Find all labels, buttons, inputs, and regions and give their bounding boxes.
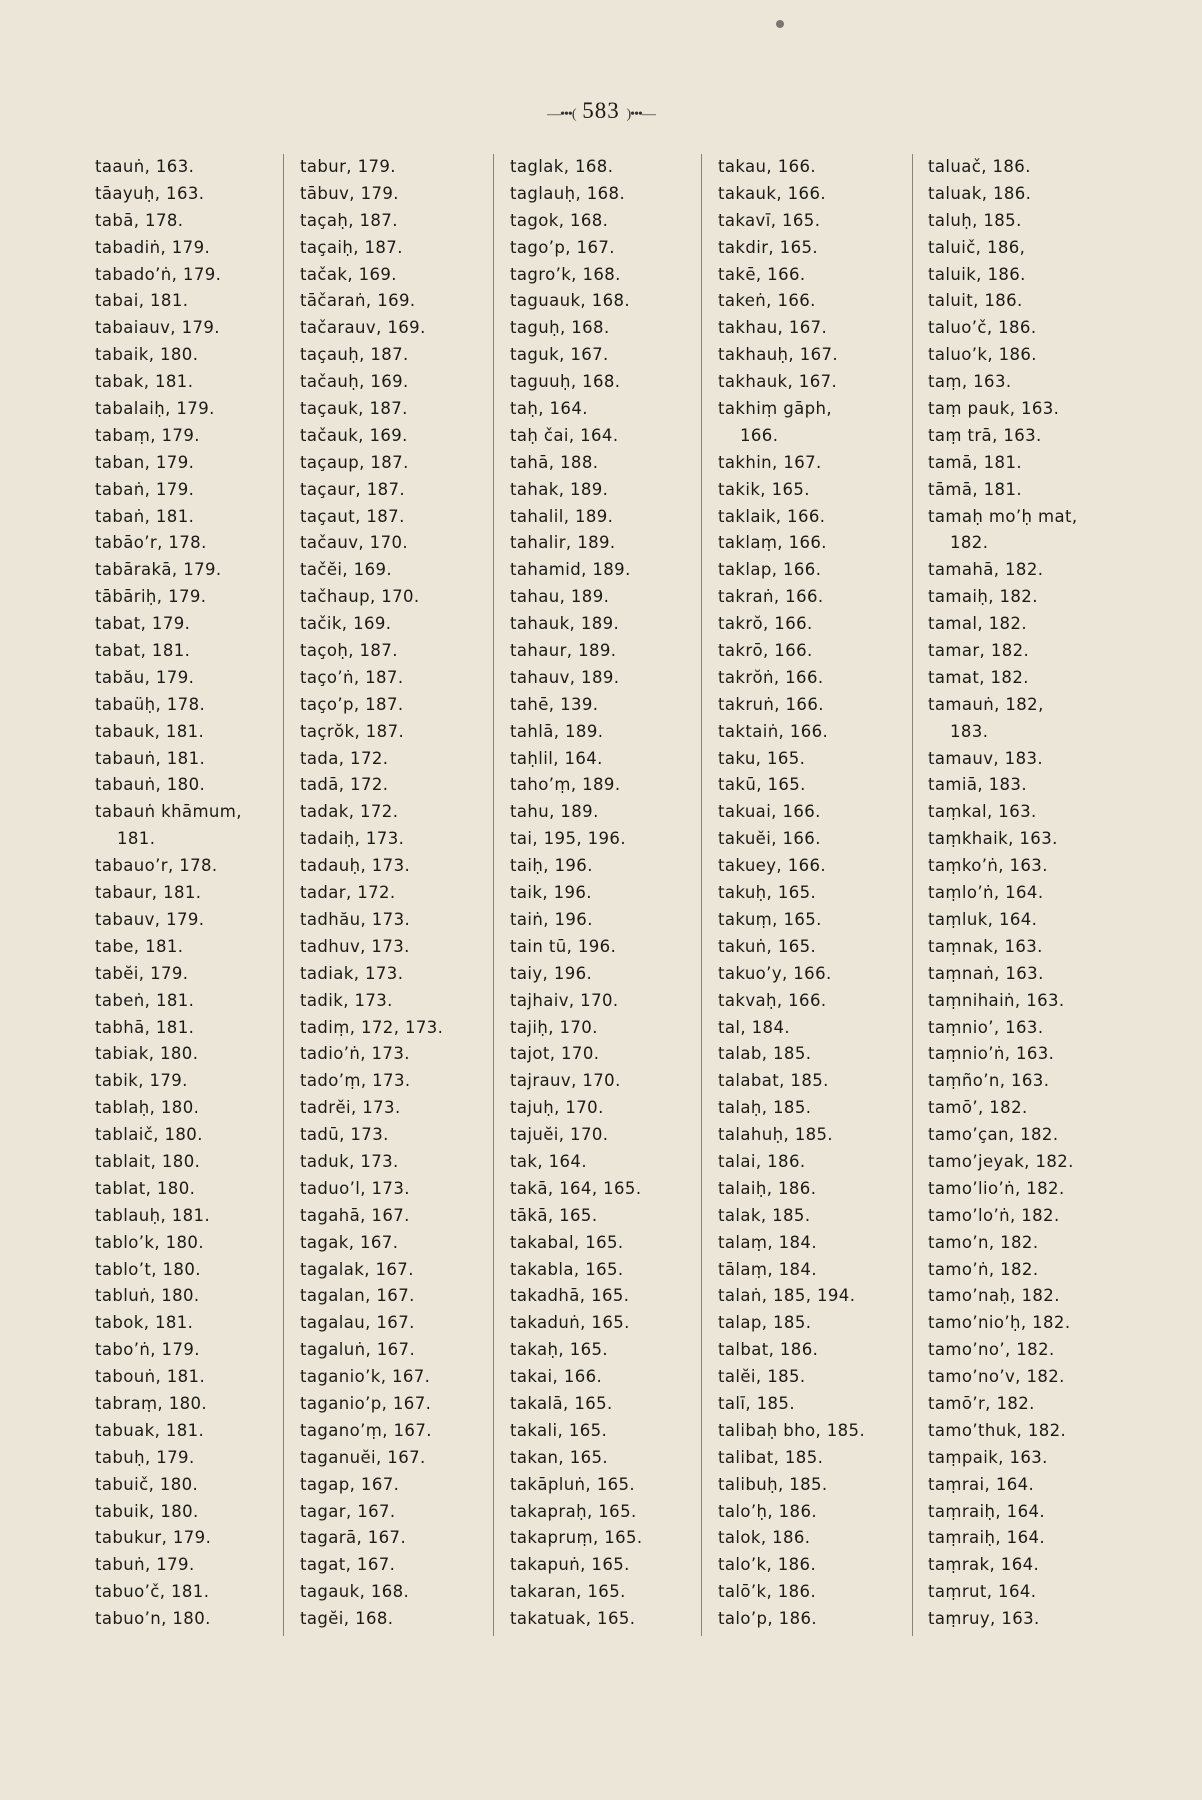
index-entry: taklaik, 166.: [718, 506, 826, 526]
index-entry: taguk, 167.: [510, 345, 609, 365]
index-entry: tabaüḥ, 178.: [95, 694, 206, 714]
index-entry: taṃnak, 163.: [928, 936, 1043, 956]
index-entry: takhau, 167.: [718, 318, 828, 338]
index-entry: taçaur, 187.: [300, 479, 406, 499]
index-entry: tahu, 189.: [510, 802, 599, 822]
index-entry: 181.: [117, 829, 156, 849]
index-entry: taban, 179.: [95, 452, 195, 472]
index-entry: tahauk, 189.: [510, 614, 620, 634]
header-ornament-right: )•••—: [626, 107, 655, 122]
index-entry: taṃnihaiṅ, 163.: [928, 990, 1065, 1010]
index-entry: takalā, 165.: [510, 1393, 613, 1413]
index-entry: tabluṅ, 180.: [95, 1286, 200, 1306]
index-entry: takabla, 165.: [510, 1259, 624, 1279]
index-entry: tabauṅ, 180.: [95, 775, 206, 795]
index-entry: tagauk, 168.: [300, 1582, 410, 1602]
index-entry: tamō’r, 182.: [928, 1393, 1035, 1413]
index-entry: tagano’ṃ, 167.: [300, 1420, 432, 1440]
index-entry: tadā, 172.: [300, 775, 389, 795]
index-entry: tabauo’r, 178.: [95, 856, 218, 876]
index-entry: tagap, 167.: [300, 1474, 400, 1494]
index-entry: tāayuḥ, 163.: [95, 183, 205, 203]
index-entry: tabaiauv, 179.: [95, 318, 220, 338]
index-entry: taḥ čai, 164.: [510, 425, 619, 445]
index-entry: taḥ, 164.: [510, 399, 588, 419]
index-entry: taguuḥ, 168.: [510, 372, 621, 392]
index-entry: tabuḥ, 179.: [95, 1447, 195, 1467]
index-entry: tagar, 167.: [300, 1501, 396, 1521]
index-entry: talo’p, 186.: [718, 1609, 818, 1629]
index-entry: talĕi, 185.: [718, 1367, 806, 1387]
index-entry: takuḥ, 165.: [718, 883, 817, 903]
index-entry: takapuṅ, 165.: [510, 1555, 630, 1575]
index-entry: takatuak, 165.: [510, 1609, 636, 1629]
index-entry: taluik, 186.: [928, 264, 1026, 284]
index-entry: taduo’l, 173.: [300, 1178, 410, 1198]
index-entry: takhin, 167.: [718, 452, 822, 472]
index-entry: tamo’no’v, 182.: [928, 1367, 1065, 1387]
index-entry: taçrŏk, 187.: [300, 721, 405, 741]
index-entry: tamiā, 183.: [928, 775, 1027, 795]
index-entry: taṃkhaik, 163.: [928, 829, 1058, 849]
index-entry: takaduṅ, 165.: [510, 1313, 630, 1333]
index-entry: taṃpaik, 163.: [928, 1447, 1048, 1467]
index-entry: talo’k, 186.: [718, 1555, 817, 1575]
index-entry: takuey, 166.: [718, 856, 827, 876]
index-entry: takā, 164, 165.: [510, 1178, 642, 1198]
index-entry: tagro’k, 168.: [510, 264, 621, 284]
index-entry: takadhā, 165.: [510, 1286, 630, 1306]
index-entry: tabur, 179.: [300, 157, 396, 176]
index-entry: tačauḥ, 169.: [300, 372, 409, 392]
index-entry: talab, 185.: [718, 1044, 812, 1064]
index-entry: takrŏ, 166.: [718, 614, 813, 634]
header-ornament-left: —•••(: [547, 107, 576, 122]
index-entry: taçaiḥ, 187.: [300, 237, 403, 257]
index-entry: tāčaraṅ, 169.: [300, 291, 416, 311]
index-entry: tabaṃ, 179.: [95, 425, 200, 445]
index-entry: tamo’çan, 182.: [928, 1125, 1059, 1145]
index-entry: tamauṅ, 182,: [928, 694, 1044, 714]
index-entry: tablo’k, 180.: [95, 1232, 204, 1252]
index-entry: talibaḥ bho, 185.: [718, 1420, 866, 1440]
index-entry: takrō, 166.: [718, 641, 813, 661]
index-entry: takāpluṅ, 165.: [510, 1474, 636, 1494]
index-entry: tamauv, 183.: [928, 748, 1044, 768]
index-entry: talahuḥ, 185.: [718, 1125, 834, 1145]
paper-speck: [776, 20, 784, 28]
index-entry: takhiṃ gāph,: [718, 399, 833, 419]
index-entry: tabat, 181.: [95, 641, 191, 661]
index-entry: tamo’ṅ, 182.: [928, 1259, 1039, 1279]
index-entry: tagalak, 167.: [300, 1259, 414, 1279]
index-entry: talaṃ, 184.: [718, 1232, 817, 1252]
index-entry: takū, 165.: [718, 775, 806, 795]
index-entry: tagak, 167.: [300, 1232, 399, 1252]
index-entry: tahlā, 189.: [510, 721, 604, 741]
index-entry: tablaḥ, 180.: [95, 1098, 200, 1118]
index-entry: taluak, 186.: [928, 183, 1032, 203]
index-entry: tabaṅ, 179.: [95, 479, 195, 499]
index-entry: tābāriḥ, 179.: [95, 587, 207, 607]
index-entry: tamo’lio’ṅ, 182.: [928, 1178, 1065, 1198]
index-entry: taguḥ, 168.: [510, 318, 610, 338]
index-entry: tak, 164.: [510, 1151, 587, 1171]
index-entry: tabaṅ, 181.: [95, 506, 195, 526]
index-entry: tāmā, 181.: [928, 479, 1022, 499]
index-entry: tajhaiv, 170.: [510, 990, 619, 1010]
index-entry: taṃrai, 164.: [928, 1474, 1035, 1494]
index-entry: taçaḥ, 187.: [300, 210, 398, 230]
index-entry: takuo’y, 166.: [718, 963, 832, 983]
index-entry: talaiḥ, 186.: [718, 1178, 817, 1198]
index-entry: taluo’k, 186.: [928, 345, 1037, 365]
index-entry: tamo’lo’ṅ, 182.: [928, 1205, 1060, 1225]
index-entry: takuai, 166.: [718, 802, 821, 822]
index-entry: taço’ṅ, 187.: [300, 667, 404, 687]
index-entry: tabik, 179.: [95, 1071, 188, 1091]
index-entry: tadauḥ, 173.: [300, 856, 411, 876]
index-entry: tamo’naḥ, 182.: [928, 1286, 1060, 1306]
index-entry: tabauv, 179.: [95, 909, 205, 929]
index-columns: [0, 154, 1202, 1634]
index-entry: talibuḥ, 185.: [718, 1474, 828, 1494]
index-entry: taluḥ, 185.: [928, 210, 1022, 230]
index-entry: tamar, 182.: [928, 641, 1030, 661]
index-entry: taduk, 173.: [300, 1151, 399, 1171]
index-entry: talī, 185.: [718, 1393, 795, 1413]
index-entry: tabuik, 180.: [95, 1501, 199, 1521]
index-entry: tabak, 181.: [95, 372, 194, 392]
index-entry: taktaiṅ, 166.: [718, 721, 829, 741]
index-column-1: [95, 154, 242, 1633]
index-entry: tabai, 181.: [95, 291, 189, 311]
index-entry: tabok, 181.: [95, 1313, 194, 1333]
index-entry: taauṅ, 163.: [95, 157, 195, 176]
index-entry: tabuo’n, 180.: [95, 1609, 211, 1629]
index-entry: tabāo’r, 178.: [95, 533, 207, 553]
index-entry: tabo’ṅ, 179.: [95, 1340, 200, 1360]
index-entry: taglak, 168.: [510, 157, 614, 176]
index-entry: tamo’no’, 182.: [928, 1340, 1055, 1360]
index-entry: tālaṃ, 184.: [718, 1259, 817, 1279]
index-entry: takapraḥ, 165.: [510, 1501, 637, 1521]
index-entry: taṃluk, 164.: [928, 909, 1038, 929]
index-entry: tablauḥ, 181.: [95, 1205, 211, 1225]
index-entry: takē, 166.: [718, 264, 806, 284]
index-entry: taṃnio’ṅ, 163.: [928, 1044, 1055, 1064]
index-entry: tablat, 180.: [95, 1178, 196, 1198]
index-entry: tagalau, 167.: [300, 1313, 415, 1333]
index-entry: tahalil, 189.: [510, 506, 614, 526]
index-entry: taṃko’ṅ, 163.: [928, 856, 1048, 876]
index-entry: takhauk, 167.: [718, 372, 838, 392]
index-entry: tabe, 181.: [95, 936, 184, 956]
index-entry: taganio’p, 167.: [300, 1393, 432, 1413]
index-entry: taklap, 166.: [718, 560, 822, 580]
index-entry: tajuḥ, 170.: [510, 1098, 604, 1118]
index-entry: tabadiṅ, 179.: [95, 237, 211, 257]
index-entry: taṃño’n, 163.: [928, 1071, 1050, 1091]
index-entry: takuĕi, 166.: [718, 829, 821, 849]
index-entry: tabauṅ, 181.: [95, 748, 206, 768]
index-entry: tajot, 170.: [510, 1044, 600, 1064]
index-entry: takavī, 165.: [718, 210, 821, 230]
index-entry: tajuĕi, 170.: [510, 1125, 609, 1145]
index-entry: tajrauv, 170.: [510, 1071, 621, 1091]
index-entry: taṃraiḥ, 164.: [928, 1501, 1046, 1521]
index-entry: takaḥ, 165.: [510, 1340, 609, 1360]
index-entry: takik, 165.: [718, 479, 810, 499]
index-entry: tadaiḥ, 173.: [300, 829, 405, 849]
index-column-3: [510, 154, 643, 1633]
index-entry: tabauk, 181.: [95, 721, 205, 741]
index-entry: tabado’ṅ, 179.: [95, 264, 222, 284]
index-entry: tal, 184.: [718, 1017, 790, 1037]
index-entry: tačik, 169.: [300, 614, 392, 634]
index-entry: tamo’nio’ḥ, 182.: [928, 1313, 1071, 1333]
index-entry: talbat, 186.: [718, 1340, 819, 1360]
index-entry: tabukur, 179.: [95, 1528, 212, 1548]
index-entry: tadiak, 173.: [300, 963, 404, 983]
index-entry: tamo’thuk, 182.: [928, 1420, 1067, 1440]
index-entry: tabā, 178.: [95, 210, 184, 230]
index-entry: taganuĕi, 167.: [300, 1447, 426, 1467]
index-column-5: [928, 154, 1077, 1633]
index-entry: tačhaup, 170.: [300, 587, 420, 607]
index-entry: tabouṅ, 181.: [95, 1367, 206, 1387]
index-entry: tabuo’č, 181.: [95, 1582, 210, 1602]
index-entry: taṃ, 163.: [928, 372, 1012, 392]
index-entry: tākā, 165.: [510, 1205, 598, 1225]
index-entry: talo’ḥ, 186.: [718, 1501, 817, 1521]
index-entry: takeṅ, 166.: [718, 291, 816, 311]
index-entry: taluač, 186.: [928, 157, 1031, 176]
index-entry: tabalaiḥ, 179.: [95, 399, 215, 419]
index-entry: tahā, 188.: [510, 452, 599, 472]
index-entry: taganio’k, 167.: [300, 1367, 431, 1387]
index-entry: tabău, 179.: [95, 667, 195, 687]
index-entry: talaṅ, 185, 194.: [718, 1286, 856, 1306]
index-entry: tahalir, 189.: [510, 533, 616, 553]
index-entry: tadiṃ, 172, 173.: [300, 1017, 444, 1037]
index-entry: 183.: [950, 721, 989, 741]
page-number: 583: [582, 98, 620, 123]
index-entry: tabaik, 180.: [95, 345, 199, 365]
index-entry: tablaič, 180.: [95, 1125, 203, 1145]
index-entry: tačak, 169.: [300, 264, 397, 284]
index-entry: tačĕi, 169.: [300, 560, 393, 580]
index-entry: taṃrak, 164.: [928, 1555, 1040, 1575]
index-entry: tadrĕi, 173.: [300, 1098, 401, 1118]
index-entry: tamat, 182.: [928, 667, 1029, 687]
index-entry: tamo’n, 182.: [928, 1232, 1039, 1252]
index-entry: tagarā, 167.: [300, 1528, 407, 1548]
index-entry: taçoḥ, 187.: [300, 641, 398, 661]
index-entry: takdir, 165.: [718, 237, 819, 257]
index-entry: talai, 186.: [718, 1151, 806, 1171]
index-entry: taṃ pauk, 163.: [928, 399, 1060, 419]
index-entry: takhauḥ, 167.: [718, 345, 839, 365]
index-entry: tahauv, 189.: [510, 667, 620, 687]
index-entry: taçauḥ, 187.: [300, 345, 409, 365]
index-entry: tābuv, 179.: [300, 183, 399, 203]
index-entry: tagat, 167.: [300, 1555, 396, 1575]
index-entry: tamahā, 182.: [928, 560, 1044, 580]
index-entry: takai, 166.: [510, 1367, 603, 1387]
index-entry: tadik, 173.: [300, 990, 393, 1010]
index-entry: talok, 186.: [718, 1528, 811, 1548]
index-entry: tamā, 181.: [928, 452, 1022, 472]
index-entry: taklaṃ, 166.: [718, 533, 827, 553]
index-entry: tagĕi, 168.: [300, 1609, 394, 1629]
index-entry: taho’ṃ, 189.: [510, 775, 621, 795]
index-entry: tahak, 189.: [510, 479, 609, 499]
index-entry: tagaluṅ, 167.: [300, 1340, 416, 1360]
index-entry: tada, 172.: [300, 748, 389, 768]
index-entry: talap, 185.: [718, 1313, 812, 1333]
index-entry: tabat, 179.: [95, 614, 191, 634]
index-entry: tahau, 189.: [510, 587, 610, 607]
index-entry: tagalan, 167.: [300, 1286, 415, 1306]
index-entry: tadio’ṅ, 173.: [300, 1044, 410, 1064]
index-entry: taiḥ, 196.: [510, 856, 593, 876]
index-entry: tadar, 172.: [300, 883, 396, 903]
index-entry: tabauṅ khāmum,: [95, 802, 242, 822]
index-entry: tačarauv, 169.: [300, 318, 426, 338]
index-column-4: [718, 154, 865, 1633]
index-entry: tabeṅ, 181.: [95, 990, 195, 1010]
index-entry: takauk, 166.: [718, 183, 826, 203]
index-entry: taḥlil, 164.: [510, 748, 603, 768]
index-entry: tabuak, 181.: [95, 1420, 205, 1440]
index-entry: tadū, 173.: [300, 1125, 389, 1145]
index-entry: talaḥ, 185.: [718, 1098, 812, 1118]
index-entry: tamaiḥ, 182.: [928, 587, 1038, 607]
index-entry: tabārakā, 179.: [95, 560, 222, 580]
index-entry: taglauḥ, 168.: [510, 183, 626, 203]
index-entry: 182.: [950, 533, 989, 553]
index-entry: takabal, 165.: [510, 1232, 624, 1252]
index-entry: taṃkal, 163.: [928, 802, 1037, 822]
index-entry: takau, 166.: [718, 157, 817, 176]
index-entry: taṃnio’, 163.: [928, 1017, 1044, 1037]
index-entry: takuṃ, 165.: [718, 909, 822, 929]
index-entry: takapruṃ, 165.: [510, 1528, 643, 1548]
index-entry: taṃrut, 164.: [928, 1582, 1037, 1602]
index-entry: takruṅ, 166.: [718, 694, 824, 714]
index-entry: tain tū, 196.: [510, 936, 617, 956]
index-entry: tadak, 172.: [300, 802, 399, 822]
index-entry: taṃruy, 163.: [928, 1609, 1040, 1629]
index-entry: tabiak, 180.: [95, 1044, 199, 1064]
index-entry: tabuṅ, 179.: [95, 1555, 195, 1575]
index-entry: taguauk, 168.: [510, 291, 631, 311]
index-entry: tamō’, 182.: [928, 1098, 1028, 1118]
index-entry: takrŏṅ, 166.: [718, 667, 824, 687]
index-entry: 166.: [740, 425, 779, 445]
index-entry: tado’ṃ, 173.: [300, 1071, 411, 1091]
index-entry: tahē, 139.: [510, 694, 599, 714]
index-entry: taçauk, 187.: [300, 399, 408, 419]
index-entry: takaran, 165.: [510, 1582, 626, 1602]
index-entry: tablait, 180.: [95, 1151, 201, 1171]
page-header: [0, 98, 1202, 124]
index-entry: talak, 185.: [718, 1205, 811, 1225]
index-entry: taluo’č, 186.: [928, 318, 1037, 338]
index-entry: taik, 196.: [510, 883, 592, 903]
index-entry: tagahā, 167.: [300, 1205, 410, 1225]
index-entry: tablo’t, 180.: [95, 1259, 201, 1279]
index-entry: tabuič, 180.: [95, 1474, 199, 1494]
index-entry: taiṅ, 196.: [510, 909, 593, 929]
index-entry: tabraṃ, 180.: [95, 1393, 208, 1413]
index-entry: talō’k, 186.: [718, 1582, 817, 1602]
index-entry: tai, 195, 196.: [510, 829, 626, 849]
index-entry: tabĕi, 179.: [95, 963, 189, 983]
index-entry: takali, 165.: [510, 1420, 608, 1440]
index-entry: takvaḥ, 166.: [718, 990, 827, 1010]
index-entry: taṃraiḥ, 164.: [928, 1528, 1046, 1548]
index-entry: talabat, 185.: [718, 1071, 829, 1091]
index-entry: taṃlo’ṅ, 164.: [928, 883, 1044, 903]
index-entry: taṃnaṅ, 163.: [928, 963, 1044, 983]
index-entry: taiy, 196.: [510, 963, 593, 983]
index-entry: taku, 165.: [718, 748, 806, 768]
index-entry: tačauk, 169.: [300, 425, 408, 445]
index-entry: taluič, 186,: [928, 237, 1026, 257]
index-entry: takan, 165.: [510, 1447, 609, 1467]
index-entry: taluit, 186.: [928, 291, 1023, 311]
index-entry: tačauv, 170.: [300, 533, 409, 553]
index-entry: taçaut, 187.: [300, 506, 405, 526]
index-entry: tabaur, 181.: [95, 883, 202, 903]
index-entry: tabhā, 181.: [95, 1017, 195, 1037]
index-entry: tamal, 182.: [928, 614, 1027, 634]
index-entry: tadhuv, 173.: [300, 936, 410, 956]
index-entry: tamaḥ mo’ḥ mat,: [928, 506, 1078, 526]
index-entry: tahaur, 189.: [510, 641, 617, 661]
index-entry: tahamid, 189.: [510, 560, 631, 580]
index-entry: taço’p, 187.: [300, 694, 404, 714]
index-column-2: [300, 154, 443, 1633]
index-entry: tajiḥ, 170.: [510, 1017, 598, 1037]
index-entry: tagok, 168.: [510, 210, 609, 230]
index-entry: takuṅ, 165.: [718, 936, 817, 956]
index-entry: tamo’jeyak, 182.: [928, 1151, 1074, 1171]
index-entry: taṃ trā, 163.: [928, 425, 1042, 445]
index-entry: talibat, 185.: [718, 1447, 824, 1467]
index-entry: tadhău, 173.: [300, 909, 411, 929]
index-entry: takraṅ, 166.: [718, 587, 824, 607]
index-entry: taçaup, 187.: [300, 452, 409, 472]
index-entry: tago’p, 167.: [510, 237, 615, 257]
